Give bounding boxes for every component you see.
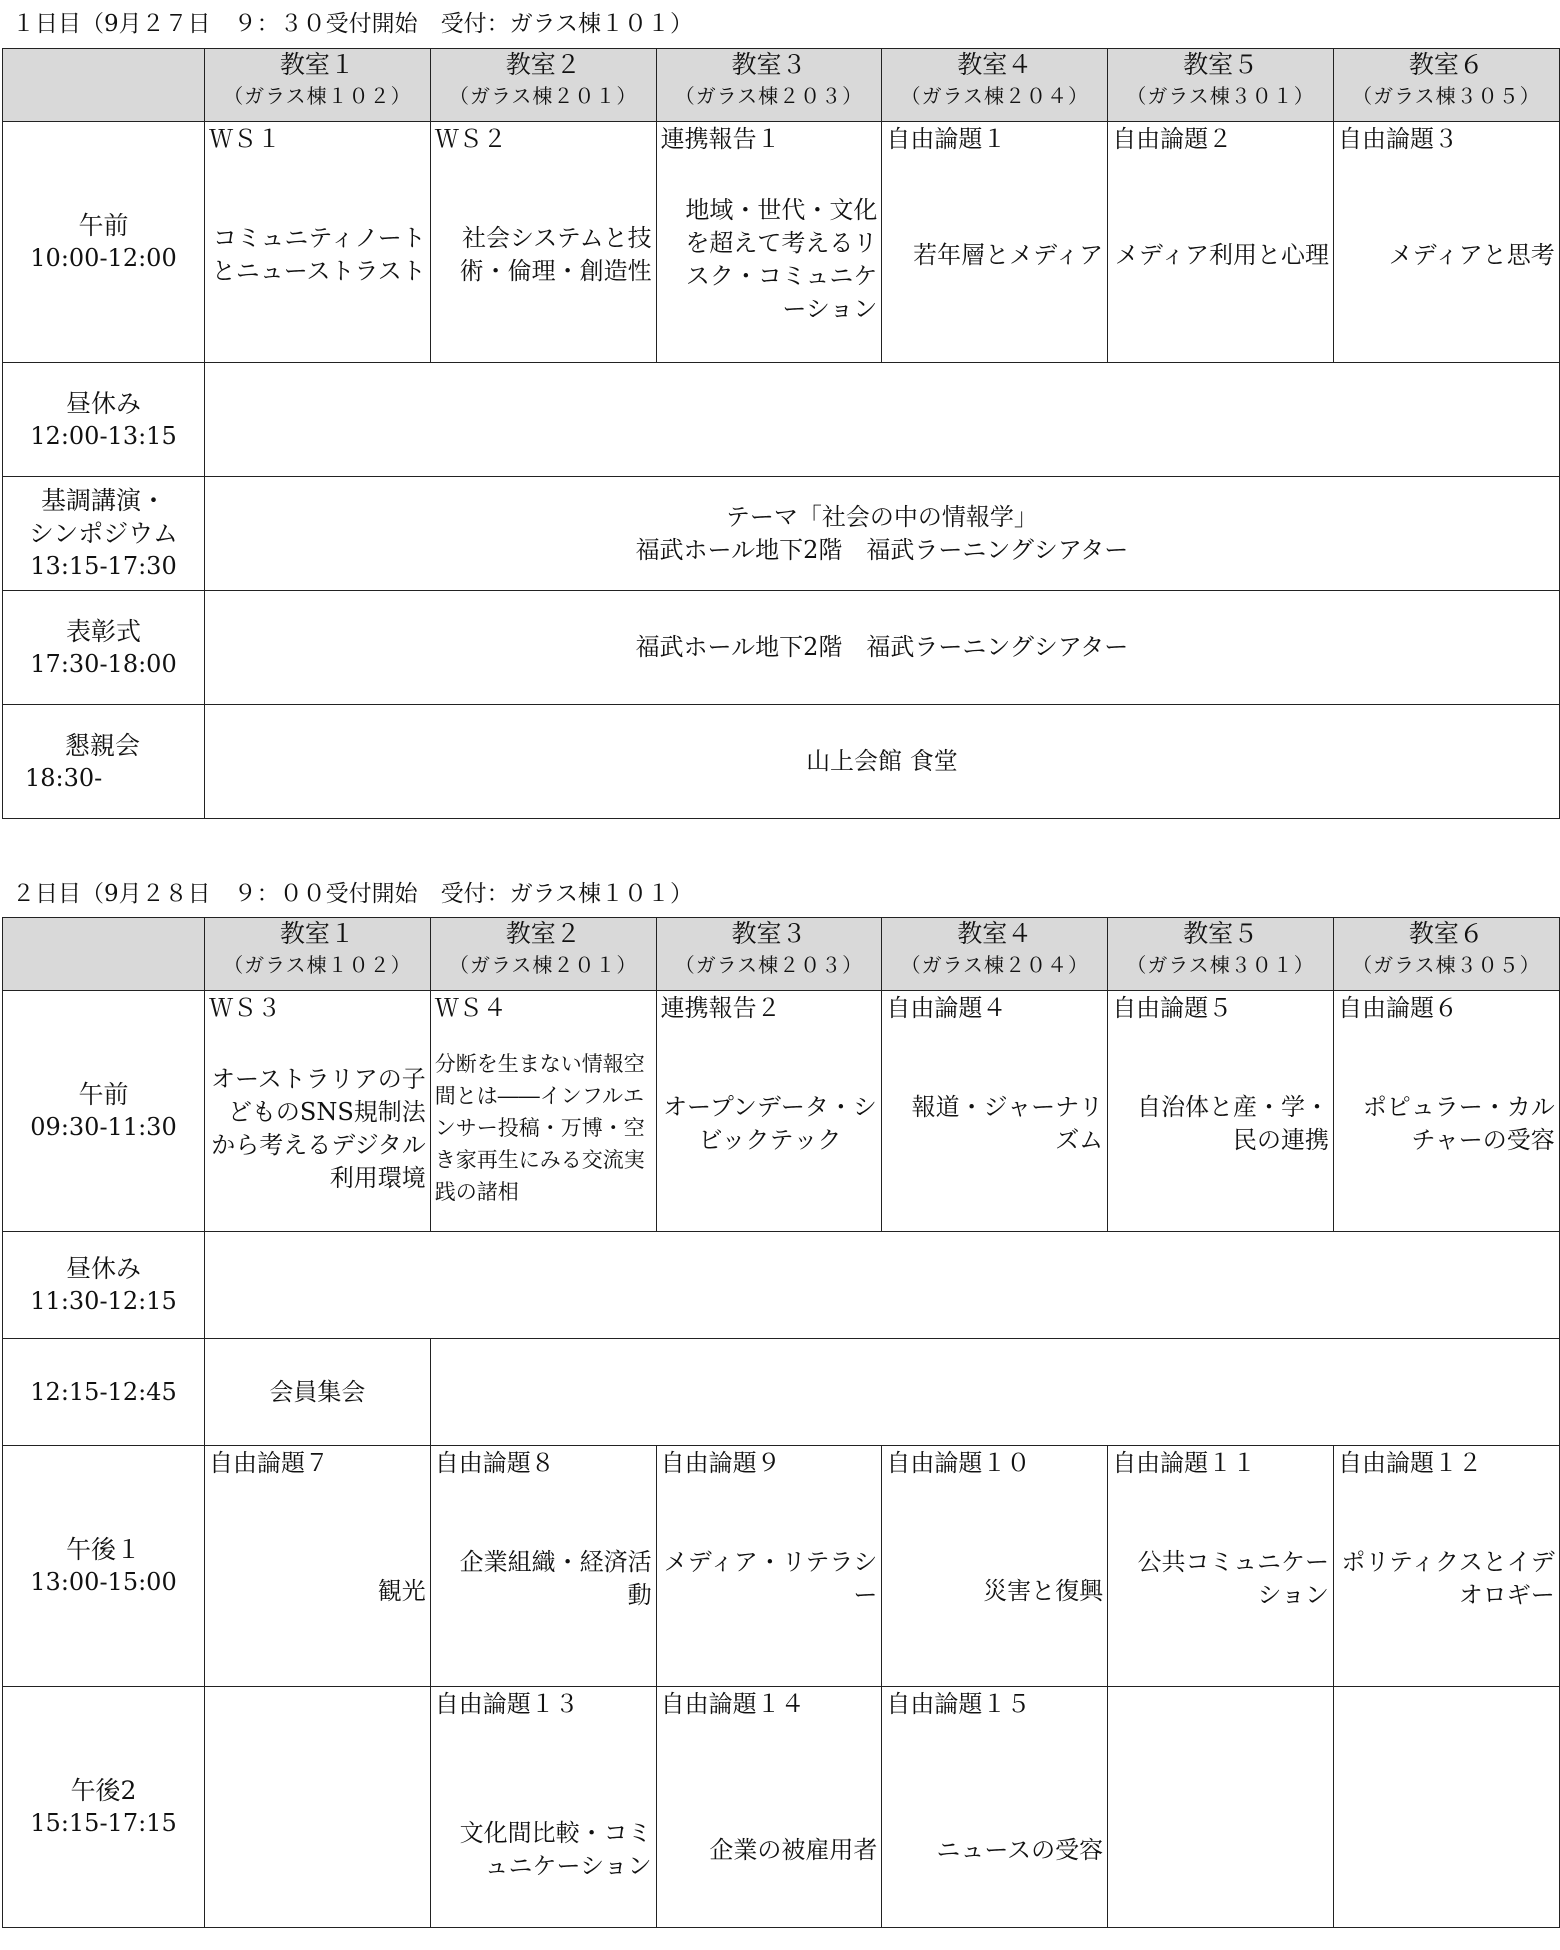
- room-location: （ガラス棟１０２）: [223, 953, 412, 977]
- slot-time: 18:30-: [25, 763, 103, 792]
- session-id: 自由論題２: [1112, 125, 1233, 153]
- room-name: 教室１: [279, 50, 355, 79]
- session-title: 文化間比較・コミュニケーション: [459, 1819, 652, 1880]
- room-location: （ガラス棟２０４）: [900, 953, 1089, 977]
- session-cell[interactable]: [205, 991, 431, 1232]
- session-title: オーストラリアの子どものSNS規制法から考えるデジタル利用環境: [211, 1065, 426, 1192]
- room-location: （ガラス棟２０４）: [900, 84, 1089, 108]
- award-venue: 福武ホール地下2階 福武ラーニングシアター: [635, 633, 1129, 661]
- room-location: （ガラス棟３０１）: [1126, 84, 1315, 108]
- room-location: （ガラス棟２０３）: [674, 84, 864, 108]
- session-cell[interactable]: [1333, 991, 1559, 1232]
- session-id: ＷＳ４: [434, 994, 507, 1022]
- empty-cell: [430, 1339, 1559, 1446]
- slot-time: 13:15-17:30: [30, 552, 177, 580]
- session-title: 企業組織・経済活動: [459, 1548, 652, 1609]
- time-slot-label: [3, 363, 205, 477]
- slot-name: 昼休み: [65, 1254, 141, 1283]
- day2-header-row: [3, 918, 1560, 991]
- session-cell[interactable]: [1333, 122, 1559, 363]
- session-id: 自由論題１１: [1112, 1449, 1257, 1477]
- members-meeting-label: 会員集会: [269, 1377, 366, 1406]
- room-name: 教室１: [279, 919, 355, 948]
- day1-schedule-table: [2, 48, 1560, 819]
- room-name: 教室５: [1183, 919, 1259, 948]
- session-title: 地域・世代・文化を超えて考えるリスク・コミュニケーション: [685, 196, 878, 323]
- session-id: 自由論題３: [1337, 125, 1458, 153]
- day1-lunch-row: [3, 363, 1560, 477]
- time-slot-label: [3, 1232, 205, 1339]
- time-slot-label: [3, 477, 205, 591]
- room-name: 教室６: [1408, 919, 1484, 948]
- slot-name: 表彰式: [65, 616, 141, 646]
- room-header: [1333, 918, 1559, 991]
- session-cell[interactable]: [656, 1687, 882, 1928]
- session-id: 自由論題５: [1112, 994, 1233, 1022]
- session-cell[interactable]: [882, 1446, 1108, 1687]
- session-id: 自由論題９: [660, 1449, 781, 1477]
- session-id: 自由論題４: [886, 994, 1007, 1022]
- session-cell[interactable]: [656, 991, 882, 1232]
- room-name: 教室４: [957, 50, 1033, 79]
- slot-time: 11:30-12:15: [30, 1287, 177, 1315]
- slot-name: 午後2: [70, 1776, 137, 1805]
- slot-time: 10:00-12:00: [30, 244, 177, 272]
- slot-name-line2: シンポジウム: [28, 519, 179, 548]
- session-title: 若年層とメディア: [913, 240, 1104, 269]
- slot-name: 午前: [78, 211, 129, 240]
- room-name: 教室２: [505, 50, 581, 79]
- session-cell[interactable]: [882, 1687, 1108, 1928]
- session-id: 自由論題１３: [434, 1690, 579, 1718]
- session-cell[interactable]: [430, 1687, 656, 1928]
- room-location: （ガラス棟３０５）: [1352, 84, 1541, 108]
- room-name: 教室６: [1408, 50, 1484, 79]
- session-cell[interactable]: [430, 991, 656, 1232]
- session-id: ＷＳ３: [209, 994, 281, 1022]
- room-header: [430, 49, 656, 122]
- session-id: 自由論題１５: [886, 1690, 1031, 1718]
- session-title: 社会システムと技術・倫理・創造性: [459, 224, 652, 285]
- room-header: [1108, 49, 1334, 122]
- session-title: メディア利用と心理: [1114, 240, 1329, 269]
- slot-time: 12:00-13:15: [30, 421, 177, 450]
- room-location: （ガラス棟３０１）: [1126, 953, 1315, 977]
- room-header: [882, 49, 1108, 122]
- session-id: 自由論題１４: [660, 1690, 805, 1718]
- day1-party-row: [3, 705, 1560, 819]
- room-name: 教室３: [731, 50, 807, 79]
- members-meeting-cell[interactable]: [205, 1339, 431, 1446]
- party-cell: [205, 705, 1560, 819]
- day1-award-row: [3, 591, 1560, 705]
- slot-time: 09:30-11:30: [30, 1113, 177, 1141]
- room-header: [205, 918, 431, 991]
- day2-afternoon2-row: [3, 1687, 1560, 1928]
- session-title: ポピュラー・カルチャーの受容: [1362, 1093, 1555, 1154]
- corner-cell: [3, 918, 205, 991]
- session-id: 連携報告２: [660, 994, 781, 1022]
- room-location: （ガラス棟２０３）: [674, 953, 864, 977]
- session-cell[interactable]: [656, 122, 882, 363]
- keynote-cell: [205, 477, 1560, 591]
- day2-title: ２日目（9月２８日 ９：００受付開始 受付：ガラス棟１０１）: [12, 881, 693, 907]
- day1-title: １日目（9月２７日 ９：３０受付開始 受付：ガラス棟１０１）: [12, 11, 693, 37]
- room-name: 教室５: [1183, 50, 1259, 79]
- room-header: [1108, 918, 1334, 991]
- day2-morning-row: [3, 991, 1560, 1232]
- room-header: [882, 918, 1108, 991]
- session-title: 分断を生まない情報空間とは――インフルエンサー投稿・万博・空き家再生にみる交流実践の諸相: [434, 1052, 645, 1204]
- session-cell[interactable]: [882, 991, 1108, 1232]
- room-header: [1333, 49, 1559, 122]
- session-cell[interactable]: [1108, 1446, 1334, 1687]
- slot-time: 15:15-17:15: [30, 1809, 177, 1837]
- day2-schedule-table: [2, 917, 1560, 1928]
- lunch-cell: [205, 1232, 1560, 1339]
- session-id: 自由論題６: [1337, 994, 1458, 1022]
- slot-name: 午後１: [65, 1535, 141, 1564]
- session-cell[interactable]: [205, 122, 431, 363]
- lunch-cell: [205, 363, 1560, 477]
- session-id: 連携報告１: [660, 125, 781, 153]
- session-title: 報道・ジャーナリズム: [911, 1093, 1104, 1154]
- time-slot-label: [3, 1446, 205, 1687]
- session-title: 公共コミュニケーション: [1137, 1548, 1329, 1609]
- time-slot-label: [3, 591, 205, 705]
- room-location: （ガラス棟２０１）: [448, 953, 638, 977]
- session-cell[interactable]: [205, 1446, 431, 1687]
- slot-time: 17:30-18:00: [30, 649, 177, 678]
- slot-time: 12:15-12:45: [30, 1377, 177, 1406]
- time-slot-label: [3, 1687, 205, 1928]
- session-cell[interactable]: [1108, 122, 1334, 363]
- session-cell[interactable]: [882, 122, 1108, 363]
- keynote-theme: テーマ「社会の中の情報学」: [725, 502, 1038, 531]
- session-id: 自由論題１０: [886, 1449, 1031, 1477]
- session-title: ニュースの受容: [936, 1835, 1104, 1864]
- day1-header-row: [3, 49, 1560, 122]
- day1-morning-row: [3, 122, 1560, 363]
- day2-afternoon1-row: [3, 1446, 1560, 1687]
- room-location: （ガラス棟２０１）: [448, 84, 638, 108]
- session-title: ポリティクスとイデオロギー: [1341, 1548, 1555, 1609]
- slot-name: 午前: [78, 1080, 129, 1109]
- session-cell[interactable]: [430, 122, 656, 363]
- time-slot-label: [3, 705, 205, 819]
- time-slot-label: [3, 122, 205, 363]
- room-header: [205, 49, 431, 122]
- room-header: [430, 918, 656, 991]
- room-location: （ガラス棟１０２）: [223, 84, 412, 108]
- session-title: 災害と復興: [983, 1576, 1104, 1605]
- empty-cell: [1333, 1687, 1559, 1928]
- room-header: [656, 49, 882, 122]
- slot-time: 13:00-15:00: [30, 1568, 177, 1596]
- empty-cell: [1108, 1687, 1334, 1928]
- time-slot-label: [3, 991, 205, 1232]
- slot-name: 昼休み: [65, 388, 141, 418]
- keynote-venue: 福武ホール地下2階 福武ラーニングシアター: [635, 535, 1129, 564]
- day2-lunch-row: [3, 1232, 1560, 1339]
- slot-name-line1: 基調講演・: [40, 486, 166, 515]
- day1-keynote-row: [3, 477, 1560, 591]
- session-title: メディア・リテラシー: [663, 1548, 878, 1609]
- slot-name: 懇親会: [65, 730, 141, 760]
- session-id: 自由論題７: [209, 1449, 329, 1477]
- session-id: 自由論題１２: [1337, 1449, 1482, 1477]
- session-title: 観光: [377, 1576, 426, 1605]
- room-name: 教室３: [731, 919, 807, 948]
- session-id: ＷＳ２: [434, 125, 507, 153]
- award-cell: [205, 591, 1560, 705]
- session-id: ＷＳ１: [209, 125, 281, 153]
- empty-cell: [205, 1687, 431, 1928]
- room-header: [656, 918, 882, 991]
- session-title: メディアと思考: [1388, 240, 1555, 269]
- room-name: 教室４: [957, 919, 1033, 948]
- session-title: 自治体と産・学・民の連携: [1136, 1093, 1329, 1154]
- session-title: オープンデータ・シビックテック: [663, 1093, 877, 1154]
- session-cell[interactable]: [1333, 1446, 1559, 1687]
- party-venue: 山上会館 食堂: [806, 747, 958, 775]
- session-cell[interactable]: [430, 1446, 656, 1687]
- room-location: （ガラス棟３０５）: [1352, 953, 1541, 977]
- session-id: 自由論題８: [434, 1449, 555, 1477]
- room-name: 教室２: [505, 919, 581, 948]
- day2-meeting-row: [3, 1339, 1560, 1446]
- session-title: 企業の被雇用者: [709, 1835, 878, 1864]
- session-title: コミュニティノートとニューストラスト: [211, 224, 426, 285]
- session-cell[interactable]: [1108, 991, 1334, 1232]
- session-cell[interactable]: [656, 1446, 882, 1687]
- session-id: 自由論題１: [886, 125, 1007, 153]
- time-slot-label: [3, 1339, 205, 1446]
- corner-cell: [3, 49, 205, 122]
